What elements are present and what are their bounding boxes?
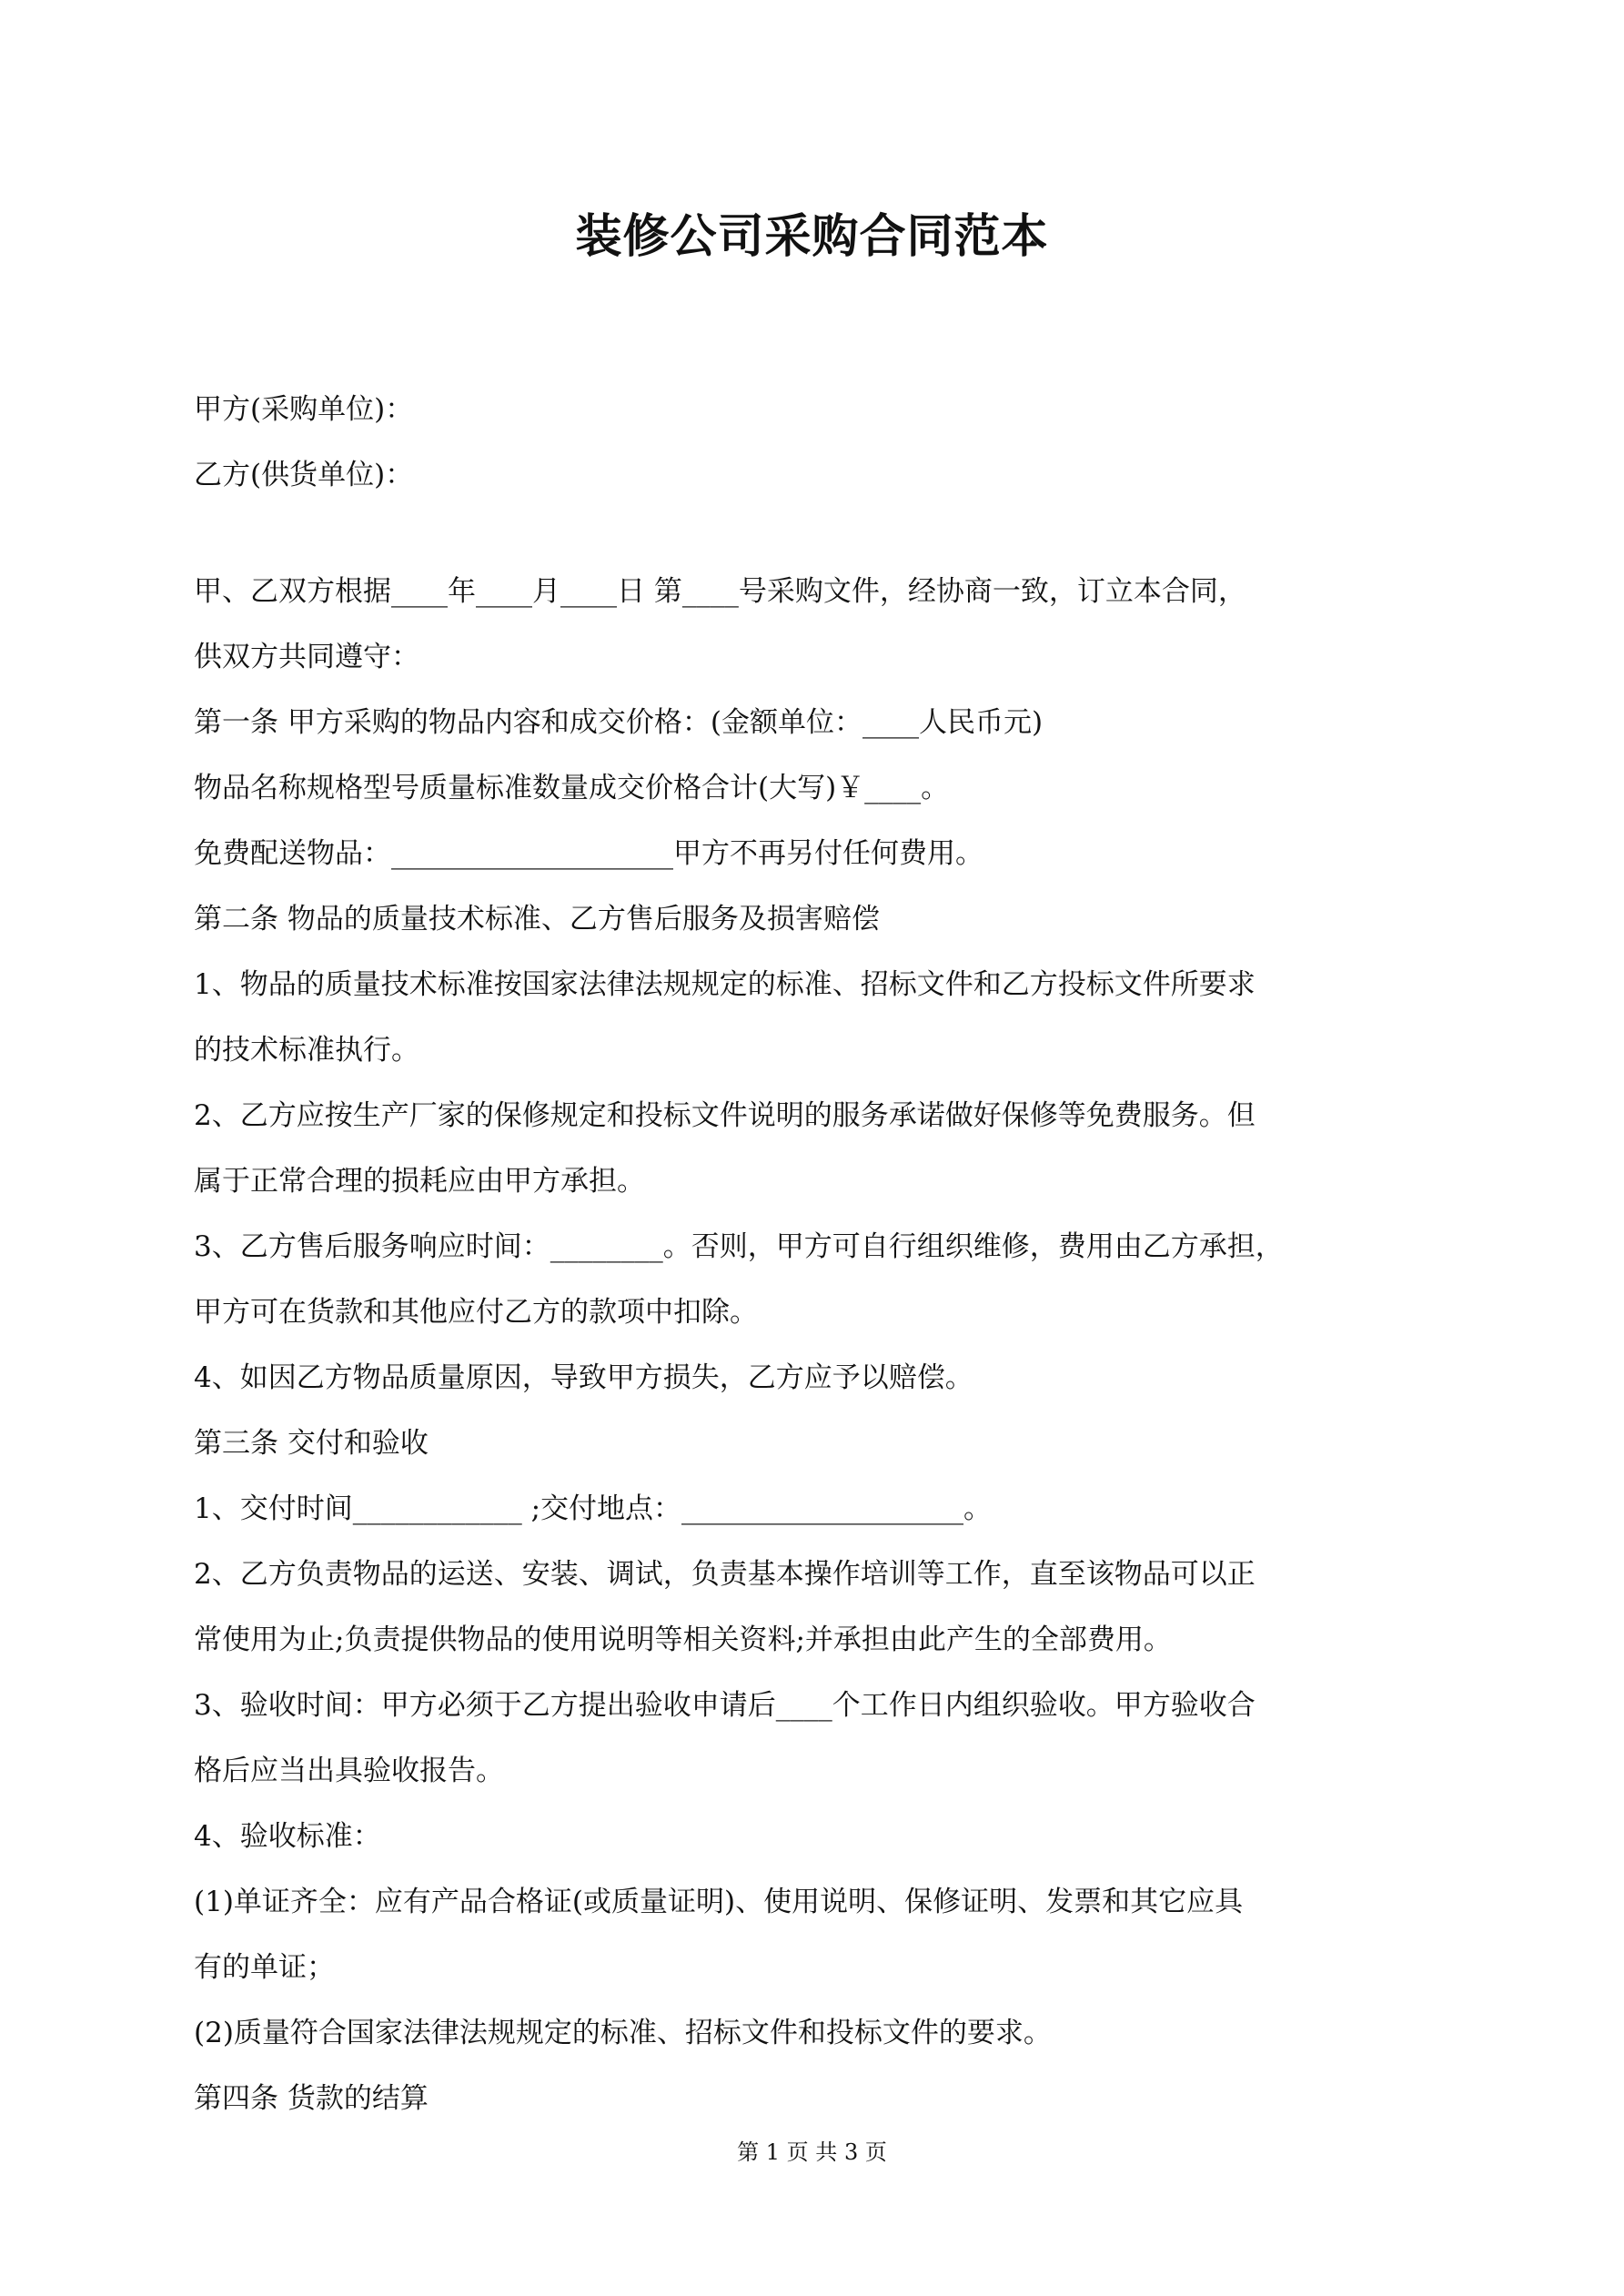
body-line: 常使用为止;负责提供物品的使用说明等相关资料;并承担由此产生的全部费用。 [194, 1623, 1172, 1656]
body-line: 2、乙方应按生产厂家的保修规定和投标文件说明的服务承诺做好保修等免费服务。但 [194, 1099, 1256, 1132]
body-line: 3、验收时间：甲方必须于乙方提出验收申请后____个工作日内组织验收。甲方验收合 [194, 1689, 1256, 1722]
body-line: 4、验收标准： [194, 1820, 381, 1853]
document-body [194, 377, 1442, 2131]
article-heading: 第二条 物品的质量技术标准、乙方售后服务及损害赔偿 [194, 903, 880, 936]
party-a-line: 甲方(采购单位)： [194, 393, 414, 426]
body-line: 格后应当出具验收报告。 [194, 1755, 504, 1787]
body-line: (1)单证齐全：应有产品合格证(或质量证明)、使用说明、保修证明、发票和其它应具 [194, 1886, 1244, 1918]
article-heading: 第三条 交付和验收 [194, 1427, 429, 1460]
body-line: 物品名称规格型号质量标准数量成交价格合计(大写)￥____。 [194, 772, 950, 804]
document-title: 装修公司采购合同范本 [575, 210, 1049, 264]
body-line: 甲、乙双方根据____年____月____日 第____号采购文件，经协商一致，订立本合同， [194, 575, 1246, 608]
article-heading: 第一条 甲方采购的物品内容和成交价格：(金额单位：____人民币元) [194, 706, 1044, 739]
body-line: 1、物品的质量技术标准按国家法律法规规定的标准、招标文件和乙方投标文件所要求 [194, 968, 1256, 1001]
body-line: 1、交付时间____________ ;交付地点：____________________。 [194, 1492, 993, 1525]
article-heading: 第四条 货款的结算 [194, 2082, 429, 2115]
body-line: 2、乙方负责物品的运送、安装、调试，负责基本操作培训等工作，直至该物品可以正 [194, 1558, 1256, 1591]
body-line: 甲方可在货款和其他应付乙方的款项中扣除。 [194, 1296, 758, 1329]
paragraph-gap [194, 508, 1442, 559]
party-b-line: 乙方(供货单位)： [194, 459, 414, 491]
body-line: 有的单证； [194, 1951, 335, 1984]
body-line: 免费配送物品：____________________甲方不再另付任何费用。 [194, 837, 983, 870]
body-line: 4、如因乙方物品质量原因，导致甲方损失，乙方应予以赔偿。 [194, 1361, 973, 1394]
body-line: (2)质量符合国家法律法规规定的标准、招标文件和投标文件的要求。 [194, 2017, 1052, 2049]
body-line: 3、乙方售后服务响应时间：________。否则，甲方可自行组织维修，费用由乙方承担， [194, 1230, 1284, 1263]
body-line: 供双方共同遵守： [194, 641, 419, 673]
body-line: 属于正常合理的损耗应由甲方承担。 [194, 1165, 645, 1198]
page-number-footer: 第 1 页 共 3 页 [737, 2139, 887, 2165]
body-line: 的技术标准执行。 [194, 1034, 419, 1067]
